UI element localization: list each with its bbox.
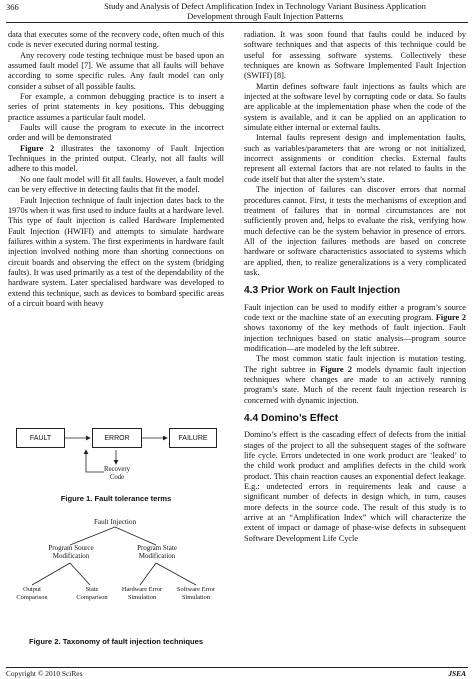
figure-1 [8,426,224,502]
section-heading: 4.3 Prior Work on Fault Injection [244,285,401,297]
state-comparison-node: State Comparison [76,586,108,601]
right-column [244,30,466,544]
software-error-simulation-node: Software Error Simulation [176,586,216,601]
paragraph: For example, a common debugging practice is to insert a series of print statements in key positions. This debugging practice assumes a particular fault model. [8,92,224,122]
recovery-code-label: Recovery Code [103,466,131,481]
paragraph: Domino’s effect is the cascading effect of defects from the initial stages of the project to all the subsequent stages of the software life cycle. Errors undetected in one work product are ‘leaked’ to the child work product and amplifies defects in the child work product. This chain reaction causes an exponential defect leakage. E.g.: undetected errors in requirements leak and cause a significant number of defects in design which, in turn, causes more defects in the source code. The result of this study is to arrive at an “Amplification Index” which will characterize the extent of impact or damage of phase-wise defects in subsequent Software Development Life Cycle [244,430,466,543]
figure-2-tree-lines [8,519,224,639]
paragraph: Internal faults represent design and implementation faults, such as variables/parameters that are wrong or not initialized, incorrect assignments or condition checks. External faults represent all external factors that are not related to faults in the code itself but that alter the system’s state. [244,133,466,184]
paragraph: radiation. It was soon found that faults could be induced by software techniques and that aspects of this technique could be useful for assessing software systems. Collectively these techniques are known as Software Implemented Fault Injection (SWIFI) [8]. [244,30,466,81]
running-header [60,1,470,21]
figure-reference: Figure 2 [320,364,353,374]
paragraph-text: shows taxonomy of the key methods of fault injection. Fault injection techniques based on static analysis—program source modification—are modeled by the left subtree. [244,323,466,353]
paragraph [244,303,466,355]
hardware-error-simulation-node: Hardware Error Simulation [121,586,163,601]
figure-1-caption: Figure 1. Fault tolerance terms [60,494,172,503]
figure-2 [8,519,224,647]
header-rule [6,22,468,23]
footer-rule [6,667,468,668]
paragraph-text: illustrates the taxonomy of Fault Injection Techniques in the printed output. Clearly, not all faults will adhere to this model. [8,143,224,174]
fault-box: FAULT [16,428,65,448]
output-comparison-node: Output Comparison [16,586,48,601]
error-box: ERROR [92,428,142,448]
paragraph-text: The most common static fault injection is mutation testing. The right subtree in [244,354,466,374]
paragraph: The injection of failures can discover errors that normal procedures cannot. First, it tests the mechanisms of exception and treatment of failures that in normal circumstances are not sufficiently proven and, helps to evaluate the risk, verifying how much defective can be the system behavior in presence of errors. All of the injection failures methods are based on concrete hardware or software characteristics associated to systems which are applied, then, to realize generalizations is a very complicated task. [244,185,466,277]
paragraph: data that executes some of the recovery code, often much of this code is never executed during normal testing. [8,30,224,50]
copyright-notice: Copyright © 2010 SciRes [6,669,83,678]
paragraph [244,354,466,406]
paragraph [8,144,224,175]
program-state-modification-node: Program State Modification [137,544,177,560]
paragraph: Faults will cause the program to execute in the incorrect order and will be demonstrated [8,123,224,143]
paragraph-text: Fault injection can be used to modify either a program’s source code text or the machine state of an executing program. [244,302,466,322]
figure-reference: Figure 2 [20,143,55,153]
figure-2-caption: Figure 2. Taxonomy of fault injection techniques [28,637,204,646]
paragraph: Any recovery code testing technique must be based upon an assumed fault model [7]. We assume that all faults will behave according to some specific rules. Any fault model can only consider a subset of all possible faults. [8,50,224,91]
fault-injection-node: Fault Injection [93,518,137,526]
figure-reference: Figure 2 [435,312,466,322]
page-number: 366 [6,2,19,12]
section-heading: 4.4 Domino’s Effect [244,413,339,425]
paragraph: No one fault model will fit all faults. However, a fault model can be very effective in detecting faults that fit the model. [8,174,224,195]
left-column [8,30,224,309]
running-header-line1: Study and Analysis of Defect Amplification Index in Technology Variant Business Application [104,1,426,11]
failure-box: FAILURE [169,428,217,448]
journal-abbreviation: JSEA [448,669,466,678]
running-header-line2: Development through Fault Injection Patterns [187,11,343,21]
paragraph-text: models dynamic fault injection techniques where changes are made to an actively running program’s state. Much of the recent fault injection research is concerned with dynamic injection. [244,364,467,405]
paragraph: Fault Injection technique of fault injection dates back to the 1970s when it was first used to induce faults at a hardware level. This type of fault injection is called Hardware Implemented Fault Injection (HWIFI) and attempts to simulate hardware failures within a system. The first experiments in hardware fault injection involved nothing more than shorting connections on circuit boards and observing the effect on the system (bridging faults). It was used primarily as a test of the dependability of the hardware system. Later specialised hardware was developed to extend this technique, such as devices to bombard specific areas of a circuit board with heavy [8,195,224,308]
paragraph: Martin defines software fault injections as faults which are injected at the software level by corrupting code or data. So faults are applicable at the implementation phase when the code of the system is available, and it can be applied on an application to simulate either internal or external faults. [244,81,466,133]
program-source-modification-node: Program Source Modification [48,544,94,560]
